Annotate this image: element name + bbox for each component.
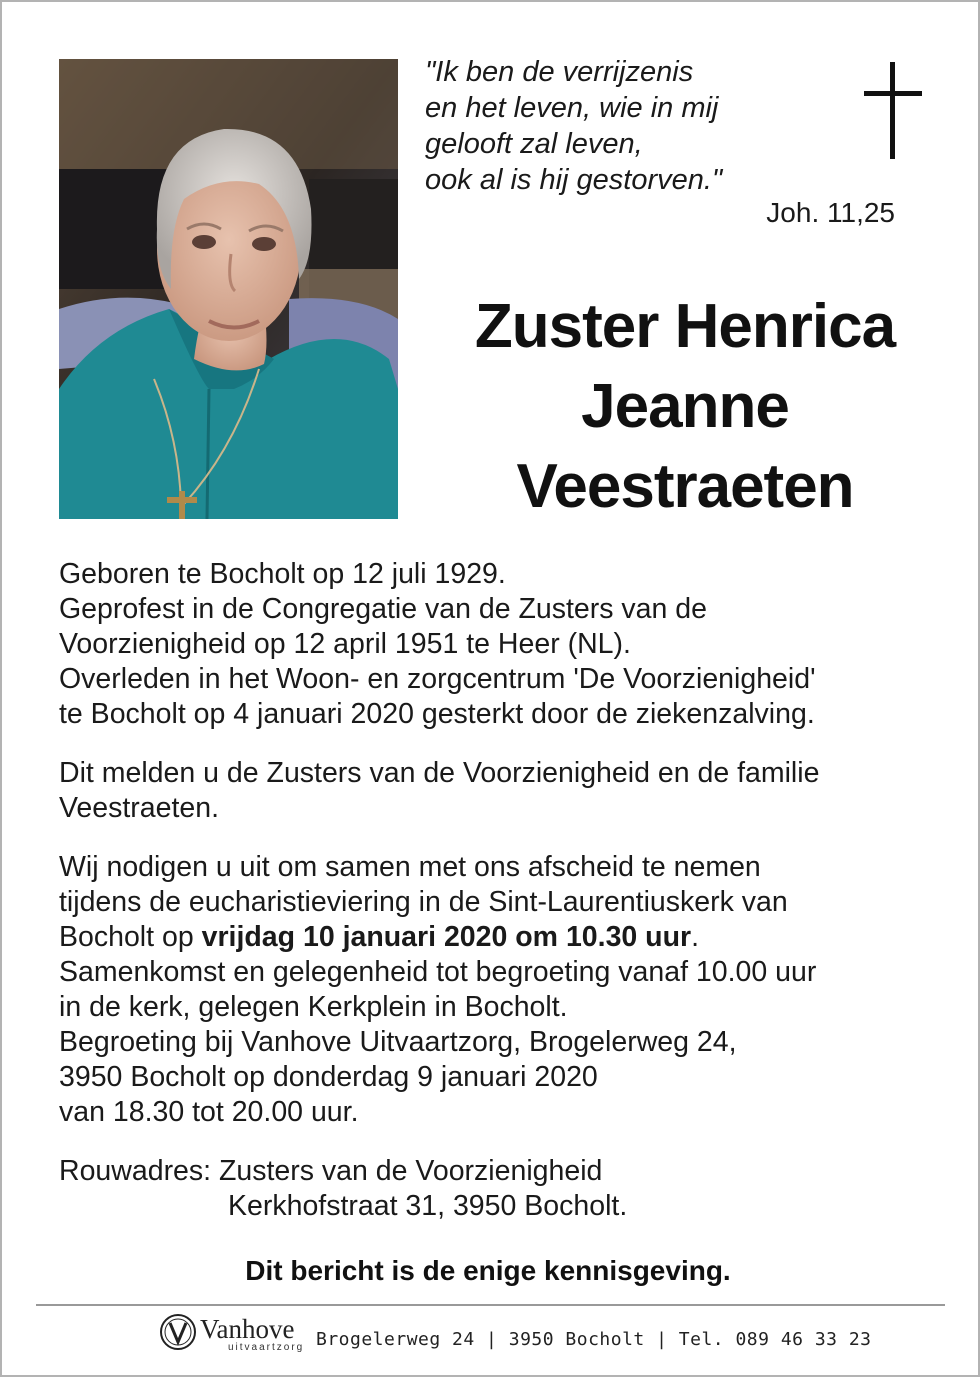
name-line: Zuster Henrica [474,292,896,361]
vanhove-logo-icon [158,1312,198,1352]
bible-quote [425,54,755,198]
text-line: in de kerk, gelegen Kerkplein in Bocholt. [59,991,568,1023]
text-line: Samenkomst en gelegenheid tot begroeting vanaf 10.00 uur [59,956,817,988]
announcement-body [59,557,939,1224]
quote-reference: Joh. 11,25 [766,197,895,228]
text-line: Veestraeten. [59,792,220,824]
paragraph-ceremony [59,850,939,1130]
quote-line: gelooft zal leven, [425,128,643,160]
text-line: Voorzienigheid op 12 april 1951 te Heer (NL). [59,628,631,660]
ceremony-datetime: vrijdag 10 januari 2020 om 10.30 uur [201,921,692,953]
text-line: Wij nodigen u uit om samen met ons afscheid te nemen [59,851,761,883]
paragraph-biography [59,557,939,732]
text-line: tijdens de eucharistieviering in de Sint-Laurentiuskerk van [59,886,788,918]
logo-name: Vanhove [200,1314,295,1344]
text-line: van 18.30 tot 20.00 uur. [59,1096,359,1128]
name-line: Veestraeten [516,452,854,521]
name-line: Jeanne [581,372,789,441]
quote-line: ook al is hij gestorven." [425,164,723,196]
text-span: . [691,921,700,953]
text-line: Overleden in het Woon- en zorgcentrum 'De Voorzienigheid' [59,663,816,695]
text-line: Dit melden u de Zusters van de Voorzienigheid en de familie [59,757,820,789]
ceremony-date-line [59,920,939,955]
text-line: Geprofest in de Congregatie van de Zusters van de [59,593,707,625]
text-line: te Bocholt op 4 januari 2020 gesterkt door de ziekenzalving. [59,698,815,730]
paragraph-mourning-address [59,1154,939,1224]
footer-address: Brogelerweg 24 | 3950 Bocholt | Tel. 089 46 33 23 [316,1329,872,1350]
paragraph-announcers [59,756,939,826]
quote-line: en het leven, wie in mij [425,92,719,124]
text-line: Kerkhofstraat 31, 3950 Bocholt. [228,1190,628,1222]
logo-subtitle: uitvaartzorg [228,1342,305,1353]
closing-notice: Dit bericht is de enige kennisgeving. [245,1255,731,1286]
deceased-name [430,287,940,527]
text-line: Geboren te Bocholt op 12 juli 1929. [59,558,506,590]
quote-line: "Ik ben de verrijzenis [425,56,694,88]
portrait-photo [59,59,398,519]
text-line: Begroeting bij Vanhove Uitvaartzorg, Brogelerweg 24, [59,1026,737,1058]
vanhove-logo [158,1310,308,1356]
cross-icon [864,62,922,159]
footer-divider [36,1304,945,1306]
text-line: 3950 Bocholt op donderdag 9 januari 2020 [59,1061,598,1093]
text-span: Bocholt op [59,921,202,953]
text-line: Rouwadres: Zusters van de Voorzienigheid [59,1155,603,1187]
